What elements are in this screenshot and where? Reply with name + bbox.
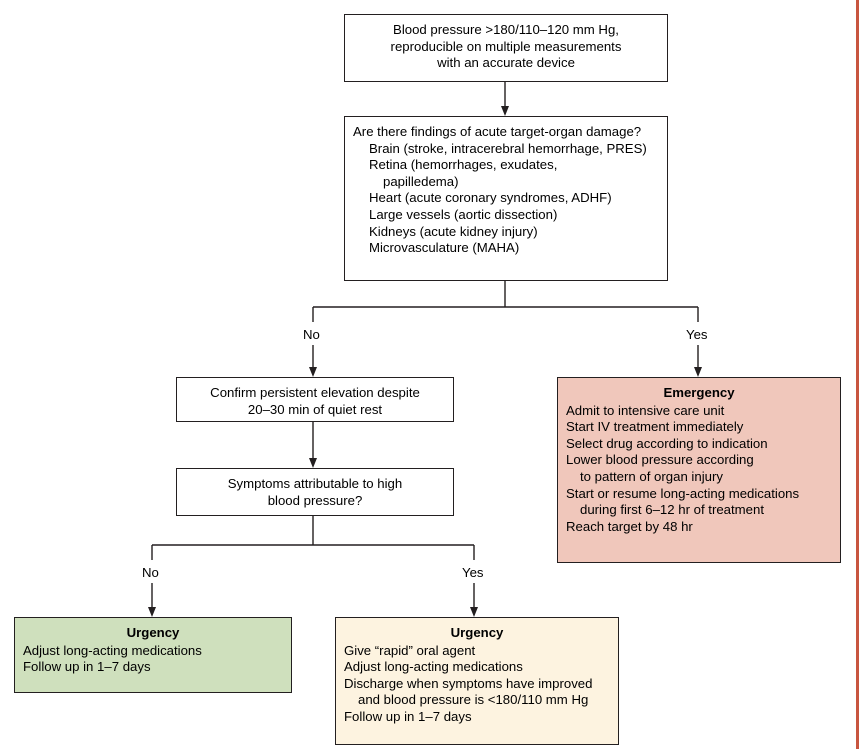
urgency-cream-item-1: Give “rapid” oral agent [344,642,476,658]
emergency-title: Emergency [663,385,735,400]
assessment-item-large-vessels: Large vessels (aortic dissection) [369,206,558,222]
urgency-green-item-1: Adjust long-acting medications [23,642,202,658]
emergency-item-8: Reach target by 48 hr [566,518,693,534]
node-start [344,14,668,82]
edge-label-yes-2: Yes [462,565,484,580]
node-urgency-no-symptoms [14,617,292,693]
urgency-cream-title: Urgency [450,625,504,640]
assessment-item-kidneys: Kidneys (acute kidney injury) [369,223,538,239]
urgency-green-title: Urgency [126,625,180,640]
assessment-item-retina: Retina (hemorrhages, exudates, [369,157,558,173]
emergency-item-1: Admit to intensive care unit [566,402,725,418]
urgency-cream-item-4: and blood pressure is <180/110 mm Hg [358,692,589,708]
emergency-item-5: to pattern of organ injury [580,468,723,484]
symptoms-line-1: Symptoms attributable to high [227,476,403,491]
urgency-cream-item-3: Discharge when symptoms have improved [344,675,593,691]
node-urgency-with-symptoms [335,617,619,745]
node-emergency [557,377,841,563]
emergency-item-2: Start IV treatment immediately [566,419,744,435]
emergency-item-7: during first 6–12 hr of treatment [580,502,764,518]
assessment-item-microvasculature: Microvasculature (MAHA) [369,240,520,256]
symptoms-line-2: blood pressure? [267,492,363,508]
assessment-question: Are there findings of acute target-organ damage? [353,124,642,139]
urgency-cream-item-5: Follow up in 1–7 days [344,708,472,724]
emergency-item-4: Lower blood pressure according [566,452,754,468]
edge-label-no-2: No [142,565,159,580]
confirm-line-1: Confirm persistent elevation despite [210,385,420,400]
start-line-1: Blood pressure >180/110–120 mm Hg, [393,22,619,37]
urgency-cream-item-2: Adjust long-acting medications [344,659,523,675]
assessment-item-brain: Brain (stroke, intracerebral hemorrhage, PRES) [369,140,647,156]
start-line-2: reproducible on multiple measurements [390,38,622,54]
node-confirm [176,377,454,422]
start-line-3: with an accurate device [437,55,575,71]
emergency-item-6: Start or resume long-acting medications [566,485,800,501]
emergency-item-3: Select drug according to indication [566,435,768,451]
urgency-green-item-2: Follow up in 1–7 days [23,659,151,675]
edge-label-yes-1: Yes [686,327,708,342]
confirm-line-2: 20–30 min of quiet rest [247,401,383,417]
assessment-item-papilledema: papilledema) [383,173,459,189]
assessment-item-heart: Heart (acute coronary syndromes, ADHF) [369,190,612,206]
node-symptoms [176,468,454,516]
node-assessment [344,116,668,281]
edge-label-no-1: No [303,327,320,342]
